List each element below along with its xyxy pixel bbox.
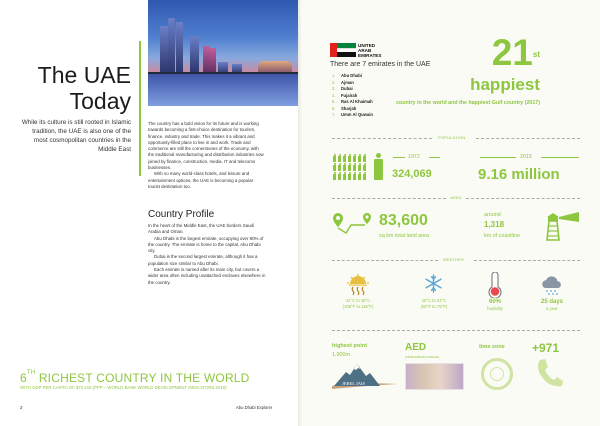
weather-label: WEATHER <box>443 257 465 262</box>
page-title <box>0 62 131 114</box>
mountain-caption: JEBEL JAIS <box>342 381 365 386</box>
people-icon <box>333 154 373 182</box>
folio: Abu Dhabi Explorer <box>236 405 273 410</box>
flag-label-line-3: EMIRATES <box>358 53 382 58</box>
book-spine <box>298 0 302 426</box>
richest-rank-suffix: TH <box>26 370 36 376</box>
happiness-rank-number: 21 <box>491 32 533 73</box>
richest-headline <box>20 371 250 385</box>
richest-rank: 6 <box>20 371 27 385</box>
rain-cloud-icon <box>541 274 563 296</box>
weather-divider <box>332 257 580 263</box>
bottom-divider <box>332 327 580 333</box>
clock-icon <box>481 358 513 390</box>
happiness-word: happiest <box>470 75 540 94</box>
profile-paragraph-2: Abu Dhabi is the largest emirate, occupying over 80% of the country. The emirate is home to the capital, Abu Dhabi city. <box>148 235 264 254</box>
summer-temp <box>330 298 386 310</box>
richest-subline: WITH GDP PER CAPITA OF $72,418 (PPP – WORLD BANK WORLD DEVELOPMENT INDICATORS 2016) <box>20 385 227 390</box>
skyline-photo <box>148 0 300 106</box>
list-item: 7. Umm Al Quwain <box>332 112 373 117</box>
humidity-label: humidity <box>487 306 503 311</box>
currency-name: (ARAB EMIRATE DIRHAM) <box>405 355 440 359</box>
emirates-heading: There are 7 emirates in the UAE <box>330 61 431 68</box>
list-item: 5. Ras Al Khaimah <box>332 99 373 104</box>
rain-days-label: a year <box>546 306 558 311</box>
lighthouse-icon <box>545 211 581 241</box>
title-line-2: Today <box>69 88 131 114</box>
country-profile-heading: Country Profile <box>148 209 215 220</box>
mountain-icon <box>332 362 398 390</box>
list-item: 2. Ajman <box>332 79 354 85</box>
highest-point-label: highest point <box>332 343 368 349</box>
map-route-icon <box>332 213 374 235</box>
population-divider <box>332 135 580 141</box>
intro-body <box>148 121 266 190</box>
banknote-image <box>405 363 464 390</box>
winter-temp-c: 10°C to 24°C <box>421 298 447 303</box>
highest-point-value: 1,900m <box>332 352 350 358</box>
flag-label <box>358 43 381 58</box>
thermometer-icon <box>488 272 502 298</box>
area-label-text: sq km total land area <box>379 233 430 239</box>
happiness-rank-suffix: st <box>532 50 540 59</box>
summer-temp-f: (106°F to 118°F) <box>342 304 374 309</box>
coast-prefix: around <box>484 212 501 218</box>
time-zone-label: time zone <box>479 344 505 350</box>
list-item: 1. Abu Dhabi <box>332 73 362 78</box>
accent-bar <box>139 41 141 176</box>
uae-flag-icon <box>330 43 356 57</box>
intro-paragraph-1: The country has a bold vision for its future and is working towards becoming a first-choice destination for tourism, finance, industry and trade. This makes it a vibrant and opportunity-filled place to live in and work. Trade and commerce are still the cornerstones of the economy, with the traditional manufacturing and distribution industries now joined by finance, construction, media, IT and telecoms businesses. <box>148 121 264 171</box>
dial-code: +971 <box>532 341 560 355</box>
population-label: POPULATION <box>438 135 466 140</box>
flag-label-line-2: ARAB <box>358 48 372 53</box>
list-item: 6. Sharjah <box>332 105 357 111</box>
currency-code: AED <box>405 342 427 353</box>
profile-paragraph-3: Dubai is the second largest emirate, although it has a population size similar to Abu Dhabi. <box>148 254 258 266</box>
pop-year-1972: 1972 <box>408 154 420 160</box>
profile-paragraph-4: Each emirate is named after its main city, but covers a wider area often including unattached enclaves elsewhere in the country. <box>148 267 266 285</box>
sun-heat-icon <box>347 274 369 298</box>
title-line-1: The UAE <box>37 62 131 88</box>
humidity-value: 60% <box>488 299 501 305</box>
emirates-list <box>332 73 373 119</box>
winter-temp-f: (50°F to 75°F) <box>420 304 448 309</box>
list-item: 4. Fujairah <box>332 92 358 98</box>
profile-paragraph-1: In the heart of the Middle East, the UAE borders Saudi Arabia and Oman. <box>148 223 254 235</box>
phone-icon <box>536 358 564 388</box>
richest-text: RICHEST COUNTRY IN THE WORLD <box>35 371 250 385</box>
country-profile-body <box>148 223 266 286</box>
person-icon <box>374 153 383 180</box>
coast-label: km of coastline <box>484 233 520 239</box>
area-value: 83,600 <box>379 212 428 229</box>
pop-year-2015: 2015 <box>520 154 532 160</box>
pop-value-1972: 324,069 <box>392 168 432 180</box>
pop-value-2015: 9.16 million <box>478 166 560 183</box>
rain-days-value: 25 days <box>540 299 564 305</box>
happiness-rank <box>392 32 540 73</box>
page-number: 2 <box>20 405 23 410</box>
summer-temp-c: 41°C to 48°C <box>345 298 371 303</box>
area-divider <box>332 195 580 201</box>
area-label: AREA <box>450 195 462 200</box>
coast-value: 1,318 <box>484 220 505 229</box>
winter-temp <box>406 298 462 310</box>
snowflake-icon <box>424 274 443 293</box>
flag-label-line-1: UNITED <box>358 43 376 48</box>
happiness-subtext: country in the world and the happiest Gulf country (2017) <box>396 100 540 106</box>
lead-paragraph: While its culture is still rooted in Islamic tradition, the UAE is also one of the most cosmopolitan countries in the Middle East <box>21 119 131 153</box>
intro-paragraph-2: With so many world-class hotels, and leisure and entertainment options, the UAE is becoming a popular tourist destination too. <box>148 171 254 189</box>
list-item: 3. Dubai <box>332 86 353 91</box>
